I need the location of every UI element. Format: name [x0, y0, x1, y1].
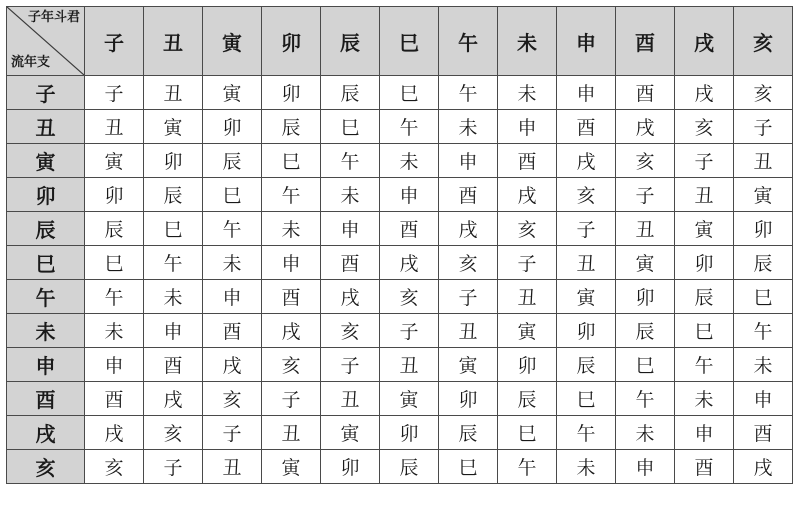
table-cell: 亥 [439, 246, 498, 280]
table-cell: 卯 [557, 314, 616, 348]
table-cell: 寅 [321, 416, 380, 450]
table-cell: 子 [498, 246, 557, 280]
corner-bottom-label: 流年支 [11, 55, 51, 70]
table-cell: 卯 [616, 280, 675, 314]
table-cell: 未 [675, 382, 734, 416]
table-cell: 戌 [85, 416, 144, 450]
table-cell: 亥 [734, 76, 793, 110]
table-cell: 辰 [262, 110, 321, 144]
table-cell: 午 [85, 280, 144, 314]
table-cell: 寅 [616, 246, 675, 280]
table-cell: 亥 [321, 314, 380, 348]
column-header: 辰 [321, 7, 380, 76]
table-row [7, 382, 793, 416]
table-cell: 酉 [616, 76, 675, 110]
table-row [7, 348, 793, 382]
table-row [7, 212, 793, 246]
table-cell: 申 [439, 144, 498, 178]
row-header: 戌 [7, 416, 85, 450]
table-cell: 申 [675, 416, 734, 450]
table-cell: 申 [734, 382, 793, 416]
table-cell: 寅 [380, 382, 439, 416]
table-cell: 戌 [557, 144, 616, 178]
row-header: 巳 [7, 246, 85, 280]
table-cell: 戌 [380, 246, 439, 280]
table-cell: 亥 [675, 110, 734, 144]
table-cell: 未 [616, 416, 675, 450]
table-cell: 午 [557, 416, 616, 450]
table-cell: 丑 [557, 246, 616, 280]
table-cell: 午 [203, 212, 262, 246]
table-cell: 戌 [498, 178, 557, 212]
table-cell: 卯 [439, 382, 498, 416]
table-cell: 寅 [144, 110, 203, 144]
column-header: 申 [557, 7, 616, 76]
table-cell: 申 [203, 280, 262, 314]
table-cell: 酉 [557, 110, 616, 144]
table-cell: 卯 [380, 416, 439, 450]
table-cell: 辰 [616, 314, 675, 348]
table-cell: 酉 [380, 212, 439, 246]
row-header: 申 [7, 348, 85, 382]
table-cell: 酉 [203, 314, 262, 348]
table-cell: 午 [498, 450, 557, 484]
table-cell: 巳 [734, 280, 793, 314]
table-cell: 戌 [321, 280, 380, 314]
table-cell: 午 [439, 76, 498, 110]
table-cell: 巳 [616, 348, 675, 382]
table-cell: 酉 [144, 348, 203, 382]
table-cell: 亥 [557, 178, 616, 212]
row-header: 辰 [7, 212, 85, 246]
table-cell: 亥 [144, 416, 203, 450]
table-cell: 子 [439, 280, 498, 314]
table-cell: 卯 [734, 212, 793, 246]
table-cell: 未 [321, 178, 380, 212]
table-cell: 寅 [439, 348, 498, 382]
table-cell: 卯 [675, 246, 734, 280]
table-cell: 未 [498, 76, 557, 110]
table-cell: 寅 [675, 212, 734, 246]
table-cell: 酉 [85, 382, 144, 416]
row-header: 卯 [7, 178, 85, 212]
table-cell: 未 [439, 110, 498, 144]
table-cell: 亥 [262, 348, 321, 382]
table-cell: 丑 [675, 178, 734, 212]
column-header: 戌 [675, 7, 734, 76]
table-cell: 申 [380, 178, 439, 212]
column-header: 巳 [380, 7, 439, 76]
table-cell: 卯 [498, 348, 557, 382]
table-cell: 酉 [498, 144, 557, 178]
table-cell: 辰 [439, 416, 498, 450]
table-cell: 巳 [321, 110, 380, 144]
corner-top-label: 子年斗君 [27, 10, 80, 25]
table-cell: 午 [144, 246, 203, 280]
column-header: 酉 [616, 7, 675, 76]
column-header: 午 [439, 7, 498, 76]
table-cell: 子 [675, 144, 734, 178]
column-header: 丑 [144, 7, 203, 76]
table-cell: 丑 [498, 280, 557, 314]
table-cell: 戌 [439, 212, 498, 246]
table-cell: 申 [262, 246, 321, 280]
table-cell: 丑 [439, 314, 498, 348]
row-header: 丑 [7, 110, 85, 144]
table-cell: 亥 [616, 144, 675, 178]
table-cell: 午 [616, 382, 675, 416]
column-header: 卯 [262, 7, 321, 76]
table-cell: 辰 [734, 246, 793, 280]
row-header: 子 [7, 76, 85, 110]
table-cell: 寅 [203, 76, 262, 110]
table-cell: 卯 [262, 76, 321, 110]
table-cell: 未 [734, 348, 793, 382]
table-cell: 亥 [498, 212, 557, 246]
table-cell: 丑 [734, 144, 793, 178]
table-row [7, 314, 793, 348]
table-cell: 戌 [675, 76, 734, 110]
table-row [7, 416, 793, 450]
table-cell: 丑 [203, 450, 262, 484]
table-cell: 寅 [85, 144, 144, 178]
table-cell: 子 [144, 450, 203, 484]
table-container [6, 6, 793, 484]
table-cell: 巳 [203, 178, 262, 212]
table-cell: 亥 [380, 280, 439, 314]
table-cell: 戌 [262, 314, 321, 348]
table-cell: 午 [675, 348, 734, 382]
column-header: 子 [85, 7, 144, 76]
table-cell: 未 [203, 246, 262, 280]
table-cell: 午 [321, 144, 380, 178]
table-cell: 丑 [380, 348, 439, 382]
table-cell: 申 [321, 212, 380, 246]
table-cell: 巳 [144, 212, 203, 246]
table-cell: 未 [380, 144, 439, 178]
table-cell: 子 [734, 110, 793, 144]
table-cell: 丑 [144, 76, 203, 110]
table-cell: 辰 [203, 144, 262, 178]
table-cell: 丑 [262, 416, 321, 450]
table-cell: 酉 [734, 416, 793, 450]
table-cell: 酉 [262, 280, 321, 314]
table-cell: 申 [144, 314, 203, 348]
table-cell: 卯 [321, 450, 380, 484]
table-cell: 丑 [321, 382, 380, 416]
table-cell: 巳 [557, 382, 616, 416]
table-row [7, 144, 793, 178]
table-cell: 酉 [675, 450, 734, 484]
table-cell: 戌 [203, 348, 262, 382]
table-cell: 辰 [144, 178, 203, 212]
table-cell: 卯 [203, 110, 262, 144]
table-cell: 寅 [498, 314, 557, 348]
column-header: 亥 [734, 7, 793, 76]
column-header: 寅 [203, 7, 262, 76]
table-cell: 子 [85, 76, 144, 110]
table-row [7, 246, 793, 280]
table-cell: 子 [380, 314, 439, 348]
row-header: 未 [7, 314, 85, 348]
table-cell: 午 [380, 110, 439, 144]
row-header: 寅 [7, 144, 85, 178]
table-cell: 巳 [85, 246, 144, 280]
table-cell: 丑 [85, 110, 144, 144]
table-cell: 辰 [321, 76, 380, 110]
corner-cell [7, 7, 85, 76]
table-cell: 未 [144, 280, 203, 314]
table-cell: 寅 [734, 178, 793, 212]
row-header: 酉 [7, 382, 85, 416]
table-cell: 辰 [85, 212, 144, 246]
table-cell: 辰 [675, 280, 734, 314]
table-cell: 巳 [380, 76, 439, 110]
table-row [7, 450, 793, 484]
table-cell: 未 [85, 314, 144, 348]
table-cell: 子 [321, 348, 380, 382]
row-header: 亥 [7, 450, 85, 484]
table-row [7, 110, 793, 144]
table-cell: 辰 [380, 450, 439, 484]
table-cell: 子 [557, 212, 616, 246]
table-row [7, 280, 793, 314]
table-cell: 午 [262, 178, 321, 212]
table-cell: 戌 [144, 382, 203, 416]
table-cell: 申 [616, 450, 675, 484]
table-cell: 子 [203, 416, 262, 450]
table-cell: 未 [557, 450, 616, 484]
table-cell: 申 [85, 348, 144, 382]
table-cell: 卯 [85, 178, 144, 212]
table-cell: 巳 [439, 450, 498, 484]
table-cell: 亥 [85, 450, 144, 484]
table-cell: 戌 [616, 110, 675, 144]
table-cell: 巳 [498, 416, 557, 450]
table-cell: 子 [616, 178, 675, 212]
table-cell: 巳 [262, 144, 321, 178]
table-cell: 子 [262, 382, 321, 416]
table-cell: 申 [557, 76, 616, 110]
table-cell: 戌 [734, 450, 793, 484]
dou-jun-table [6, 6, 793, 484]
table-cell: 巳 [675, 314, 734, 348]
column-header: 未 [498, 7, 557, 76]
table-cell: 辰 [498, 382, 557, 416]
table-cell: 亥 [203, 382, 262, 416]
table-cell: 寅 [557, 280, 616, 314]
table-row [7, 178, 793, 212]
header-row [7, 7, 793, 76]
table-cell: 辰 [557, 348, 616, 382]
table-cell: 酉 [439, 178, 498, 212]
table-cell: 午 [734, 314, 793, 348]
table-cell: 寅 [262, 450, 321, 484]
table-cell: 酉 [321, 246, 380, 280]
row-header: 午 [7, 280, 85, 314]
table-cell: 未 [262, 212, 321, 246]
table-cell: 卯 [144, 144, 203, 178]
table-cell: 丑 [616, 212, 675, 246]
table-cell: 申 [498, 110, 557, 144]
table-row [7, 76, 793, 110]
table-body [7, 76, 793, 484]
